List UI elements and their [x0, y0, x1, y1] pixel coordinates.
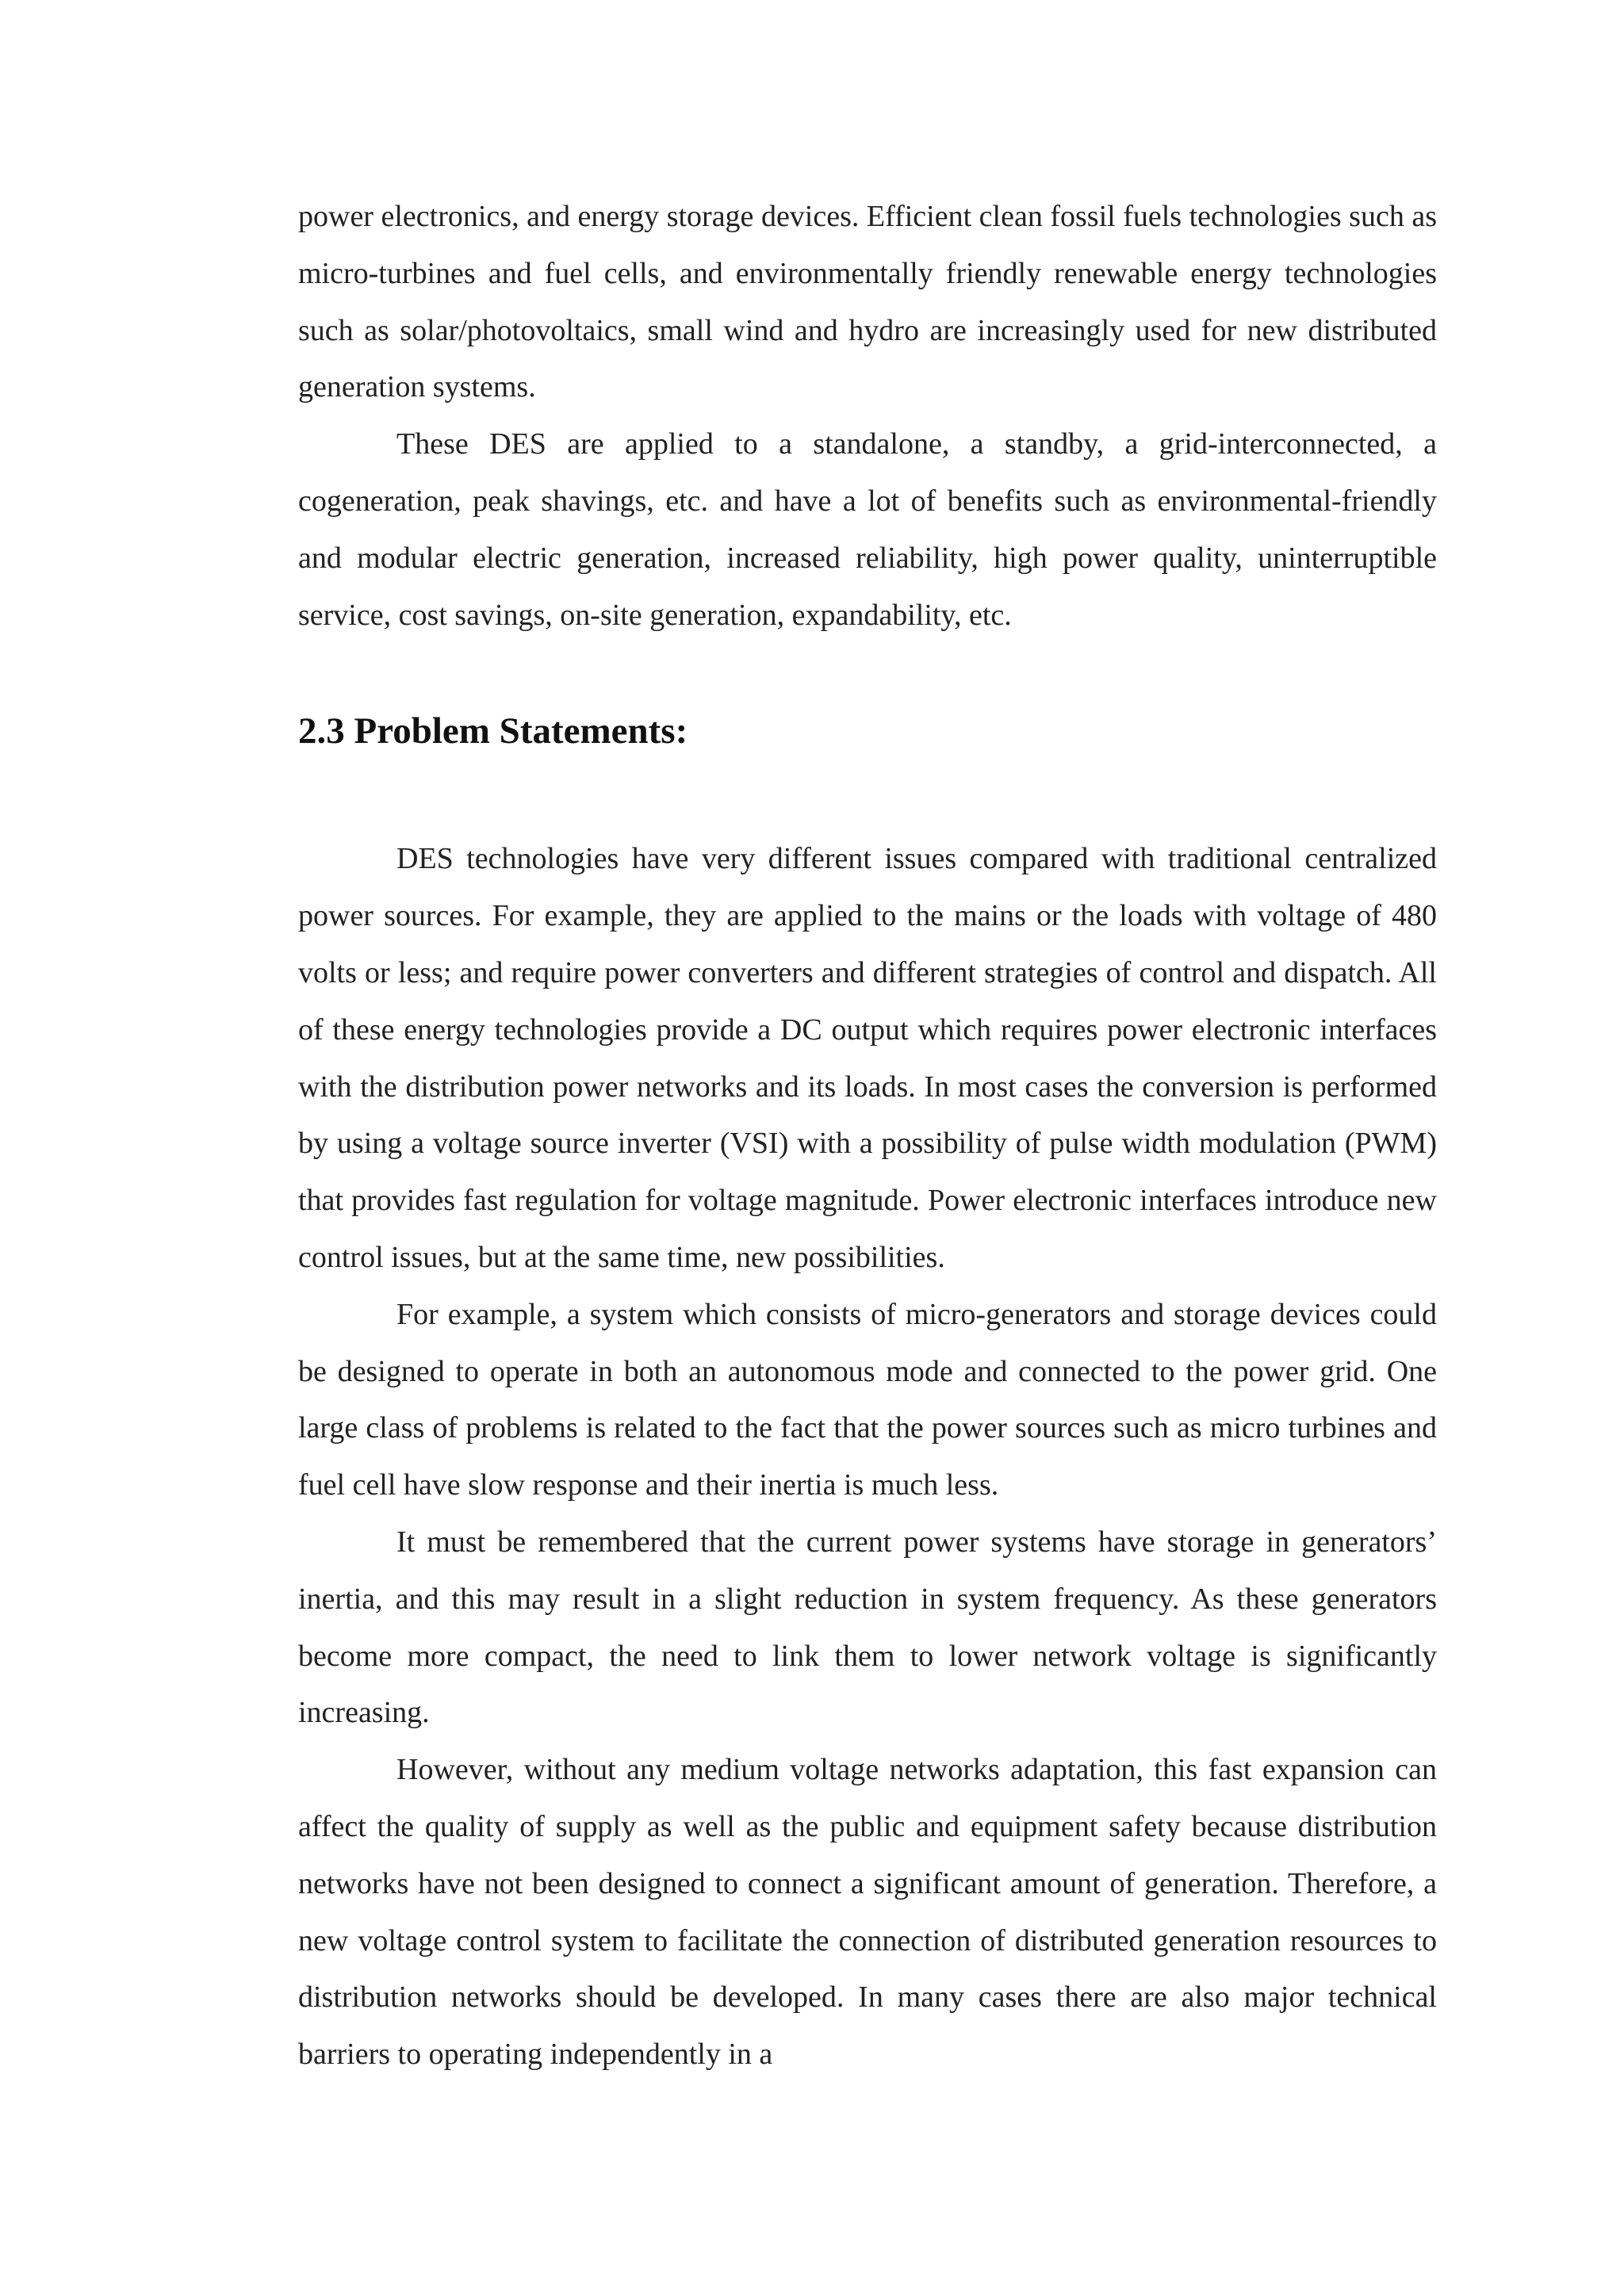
- document-page: [298, 189, 1437, 2084]
- section-heading: 2.3 Problem Statements:: [298, 710, 688, 752]
- paragraph-des-applications: These DES are applied to a standalone, a standby, a grid-interconnected, a cogeneration, peak shavings, etc. and have a lot of benefits such as environmental-friendly and modular electric generation, increased reliability, high power quality, uninterruptible service, cost savings, on-site generation, expandability, etc.: [298, 427, 1437, 632]
- paragraph-des-issues: DES technologies have very different issues compared with traditional centralized power sources. For example, they are applied to the mains or the loads with voltage of 480 volts or less; and require power converters and different strategies of control and dispatch. All of these energy technologies provide a DC output which requires power electronic interfaces with the distribution power networks and its loads. In most cases the conversion is performed by using a voltage source inverter (VSI) with a possibility of pulse width modulation (PWM) that provides fast regulation for voltage magnitude. Power electronic interfaces introduce new control issues, but at the same time, new possibilities.: [298, 842, 1437, 1274]
- paragraph-example-system: For example, a system which consists of micro-generators and storage devices could be designed to operate in both an autonomous mode and connected to the power grid. One large class of problems is related to the fact that the power sources such as micro turbines and fuel cell have slow response and their inertia is much less.: [298, 1297, 1437, 1502]
- paragraph-inertia: It must be remembered that the current power systems have storage in generators’ inertia, and this may result in a slight reduction in system frequency. As these generators become more compact, the need to link them to lower network voltage is significantly increasing.: [298, 1525, 1437, 1730]
- paragraph-continuation: power electronics, and energy storage devices. Efficient clean fossil fuels technologies such as micro-turbines and fuel cells, and environmentally friendly renewable energy technologies such as solar/photovoltaics, small wind and hydro are increasingly used for new distributed generation systems.: [298, 200, 1437, 404]
- paragraph-voltage-networks: However, without any medium voltage networks adaptation, this fast expansion can affect the quality of supply as well as the public and equipment safety because distribution networks have not been designed to connect a significant amount of generation. Therefore, a new voltage control system to facilitate the connection of distributed generation resources to distribution networks should be developed. In many cases there are also major technical barriers to operating independently in a: [298, 1753, 1437, 2072]
